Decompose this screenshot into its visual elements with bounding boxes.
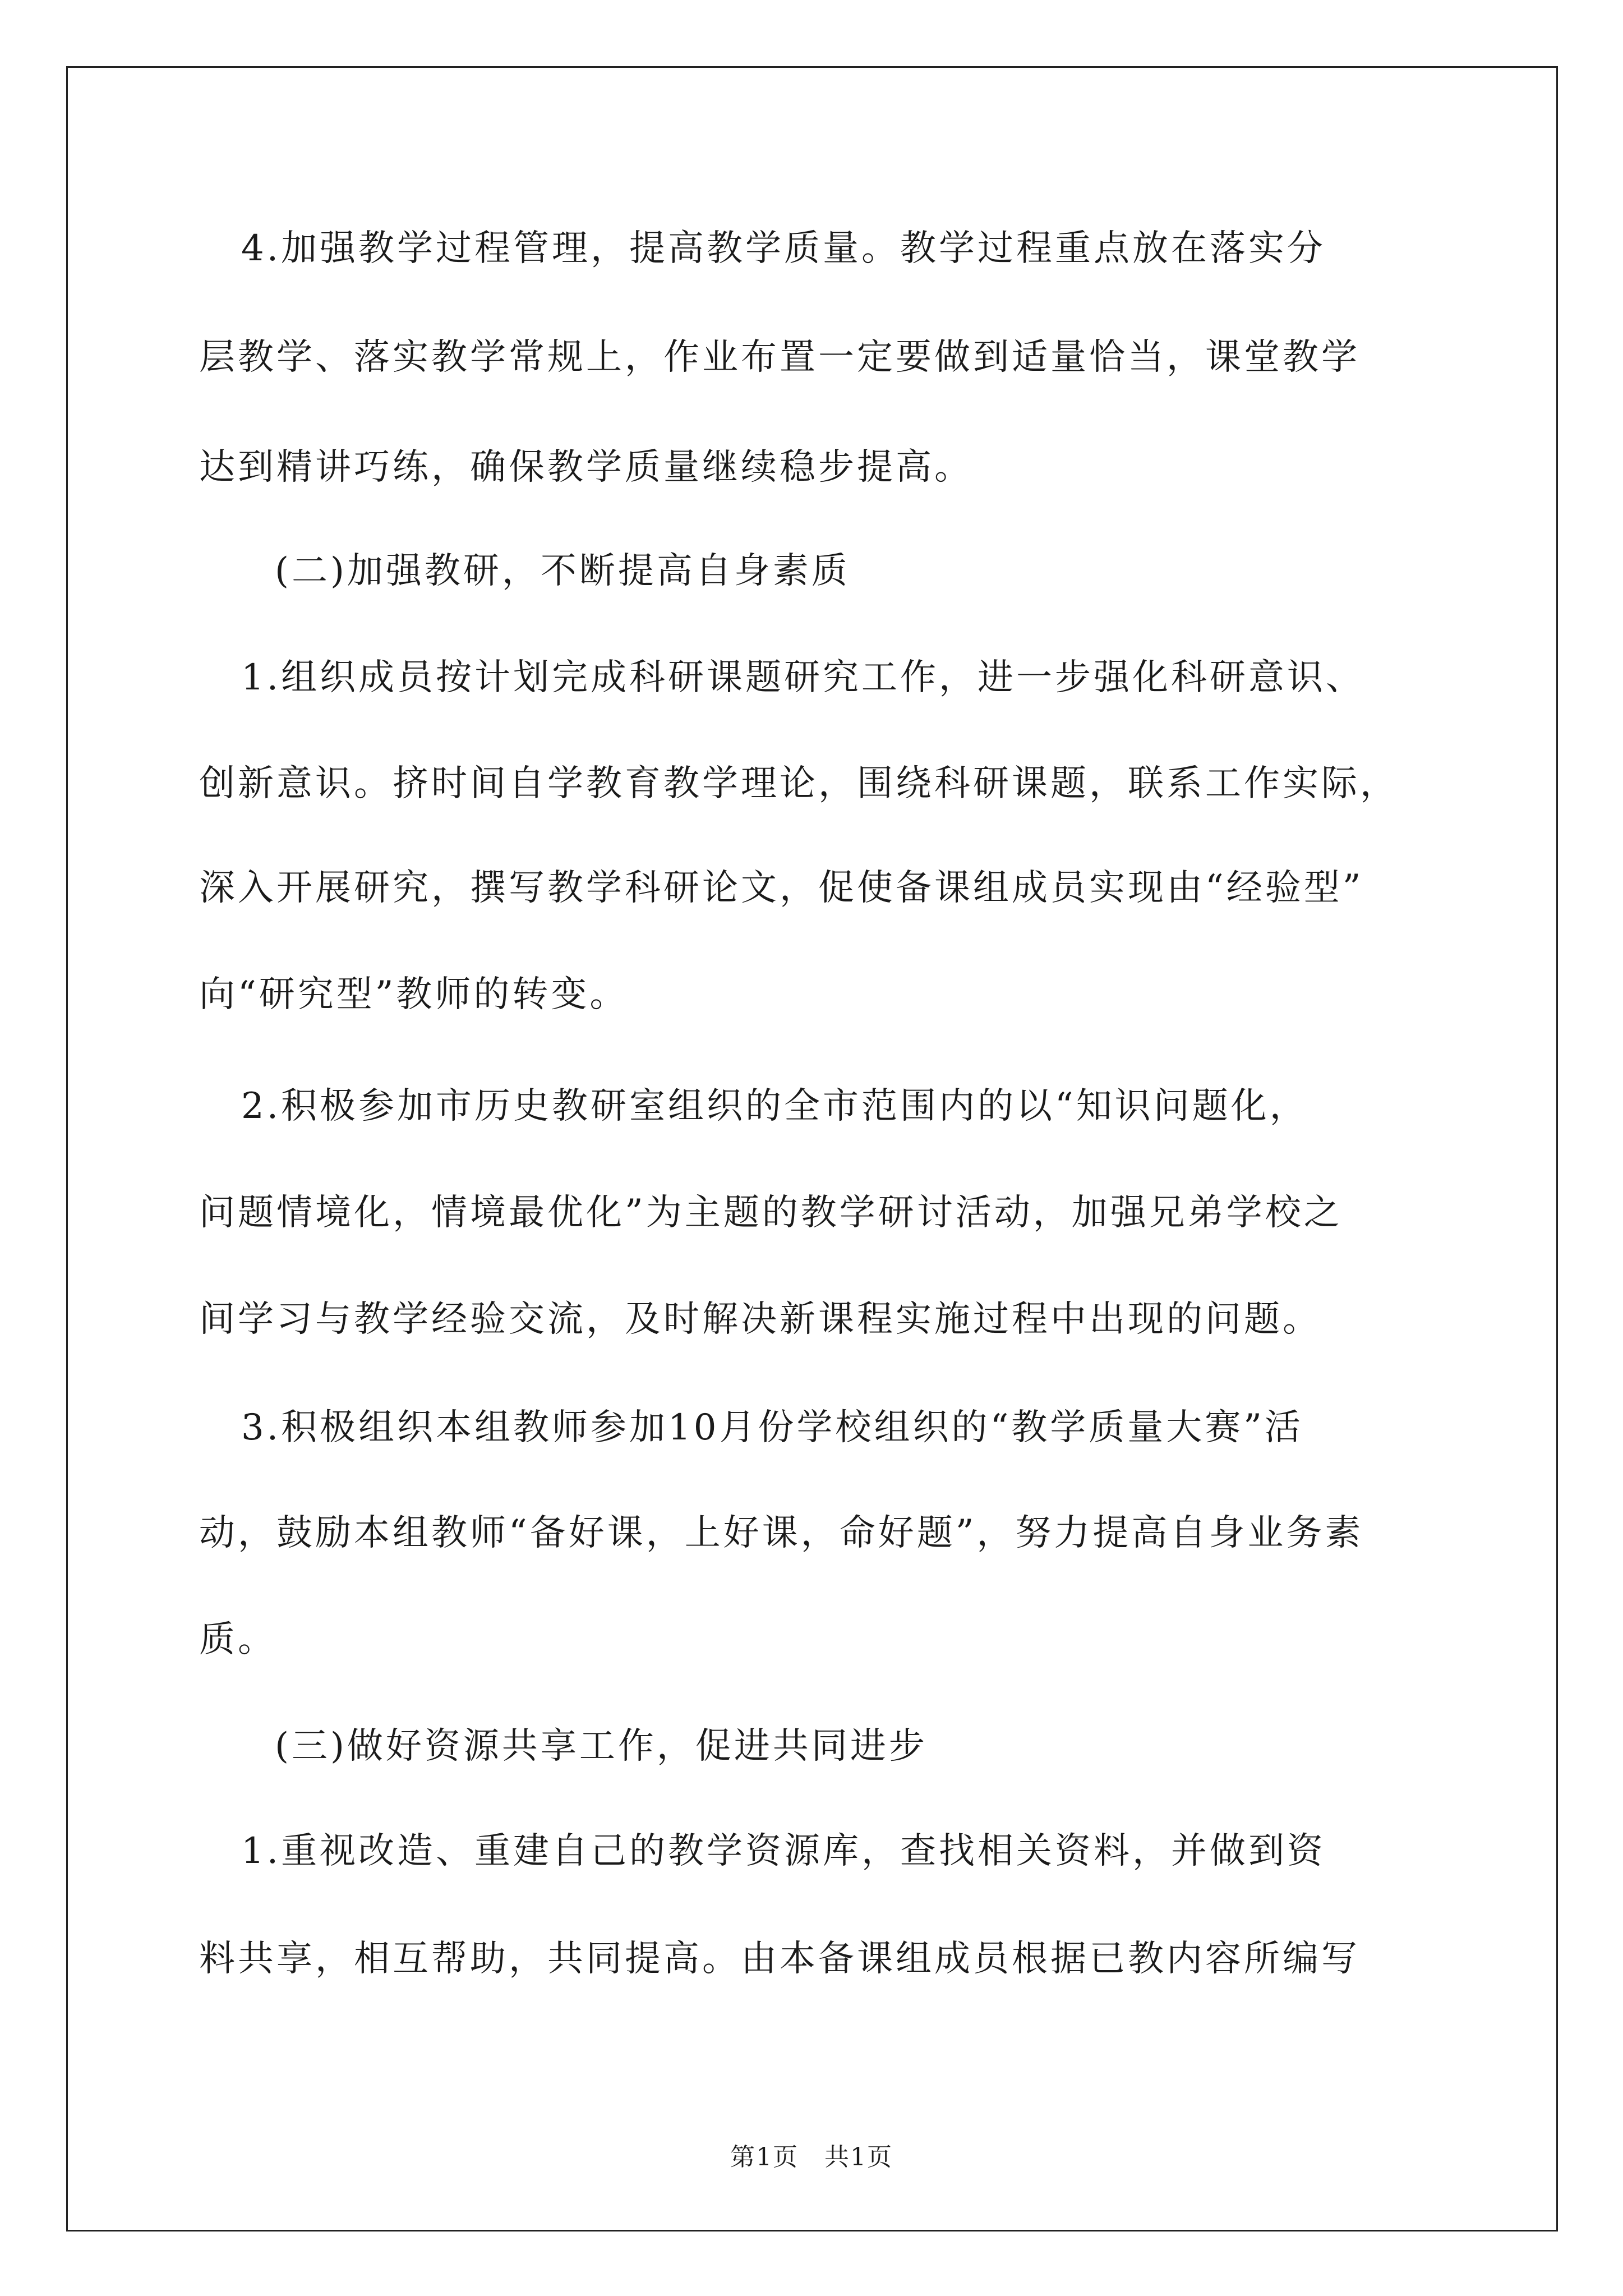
paragraph-line: 3.积极组织本组教师参加10月份学校组织的“教学质量大赛”活: [241, 1407, 1303, 1448]
paragraph-line: 向“研究型”教师的转变。: [199, 974, 629, 1015]
paragraph-line: 创新意识。挤时间自学教育教学理论，围绕科研课题，联系工作实际，: [199, 763, 1399, 804]
paragraph-line: 料共享，相互帮助，共同提高。由本备课组成员根据已教内容所编写: [199, 1938, 1360, 1980]
paragraph-line: 2.积极参加市历史教研室组织的全市范围内的以“知识问题化，: [241, 1085, 1308, 1127]
page-number-footer: 第1页 共1页: [730, 2143, 893, 2171]
section-heading: (三)做好资源共享工作，促进共同进步: [275, 1726, 928, 1767]
paragraph-line: 动，鼓励本组教师“备好课，上好课，命好题”，努力提高自身业务素: [199, 1512, 1364, 1554]
paragraph-line: 质。: [199, 1619, 276, 1660]
paragraph-line: 问题情境化，情境最优化”为主题的教学研讨活动，加强兄弟学校之: [199, 1192, 1343, 1234]
paragraph-line: 4.加强教学过程管理，提高教学质量。教学过程重点放在落实分: [241, 228, 1326, 269]
page-border: [66, 66, 1558, 2231]
section-heading: (二)加强教研，不断提高自身素质: [275, 550, 850, 592]
paragraph-line: 间学习与教学经验交流，及时解决新课程实施过程中出现的问题。: [199, 1299, 1321, 1340]
paragraph-line: 深入开展研究，撰写教学科研论文，促使备课组成员实现由“经验型”: [199, 867, 1364, 909]
paragraph-line: 层教学、落实教学常规上，作业布置一定要做到适量恰当，课堂教学: [199, 337, 1360, 378]
paragraph-line: 1.重视改造、重建自己的教学资源库，查找相关资料，并做到资: [241, 1830, 1326, 1872]
paragraph-line: 1.组织成员按计划完成科研课题研究工作，进一步强化科研意识、: [241, 657, 1365, 698]
paragraph-line: 达到精讲巧练，确保教学质量继续稳步提高。: [199, 447, 973, 488]
